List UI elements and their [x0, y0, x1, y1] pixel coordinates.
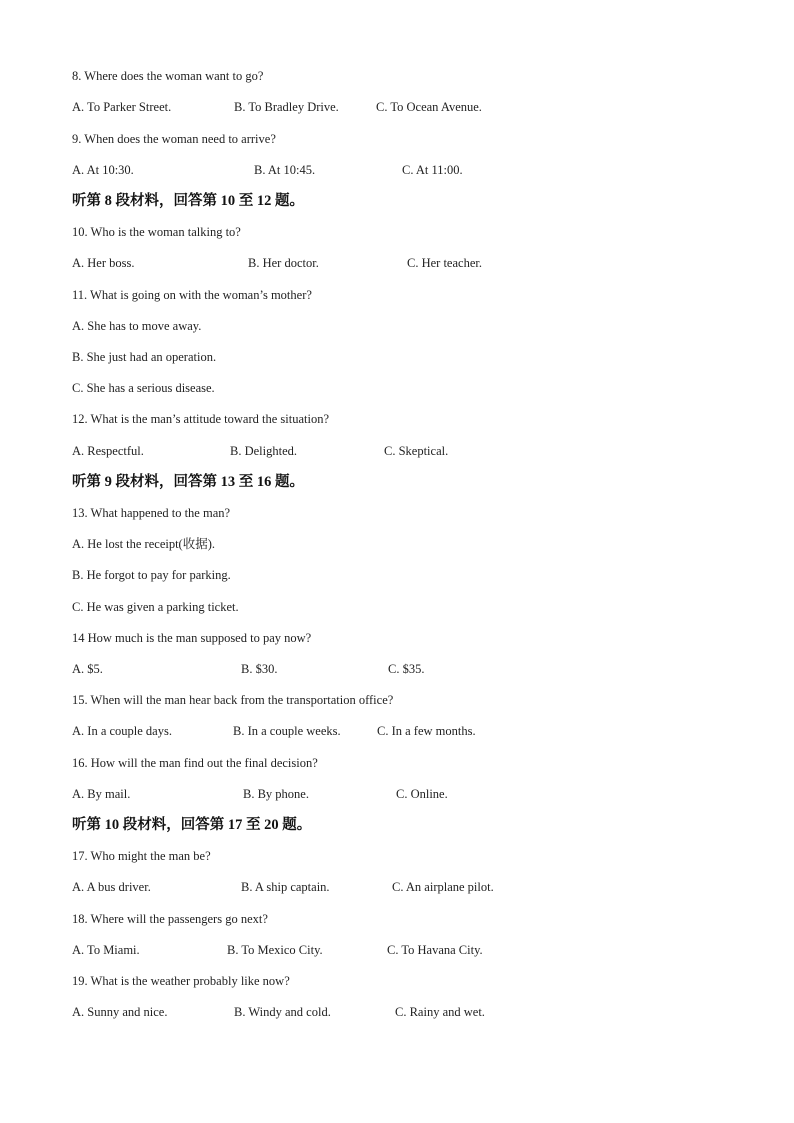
option-10a: A. Her boss. [72, 256, 135, 270]
option-19a: A. Sunny and nice. [72, 1005, 168, 1019]
question-17: 17. Who might the man be? [72, 849, 211, 863]
option-12b: B. Delighted. [230, 444, 298, 458]
question-8: 8. Where does the woman want to go? [72, 69, 264, 83]
option-9b: B. At 10:45. [254, 163, 316, 177]
question-19: 19. What is the weather probably like now? [72, 974, 290, 988]
option-9a: A. At 10:30. [72, 163, 134, 177]
option-12c: C. Skeptical. [384, 444, 449, 458]
option-15a: A. In a couple days. [72, 724, 172, 738]
option-8a: A. To Parker Street. [72, 100, 172, 114]
question-18: 18. Where will the passengers go next? [72, 912, 268, 926]
question-16: 16. How will the man find out the final decision? [72, 756, 318, 770]
option-11b: B. She just had an operation. [72, 350, 217, 364]
option-17a: A. A bus driver. [72, 880, 151, 894]
option-17c: C. An airplane pilot. [392, 880, 494, 894]
question-10: 10. Who is the woman talking to? [72, 225, 241, 239]
option-18a: A. To Miami. [72, 943, 140, 957]
option-8b: B. To Bradley Drive. [234, 100, 339, 114]
question-11: 11. What is going on with the woman’s mother? [72, 288, 312, 302]
option-10b: B. Her doctor. [248, 256, 319, 270]
section-heading-9: 听第 9 段材料，回答第 13 至 16 题。 [72, 474, 304, 490]
option-16a: A. By mail. [72, 787, 131, 801]
question-13: 13. What happened to the man? [72, 506, 231, 520]
option-14c: C. $35. [388, 662, 425, 676]
option-11c: C. She has a serious disease. [72, 381, 215, 395]
option-14b: B. $30. [241, 662, 278, 676]
option-12a: A. Respectful. [72, 444, 144, 458]
question-9: 9. When does the woman need to arrive? [72, 132, 276, 146]
question-12: 12. What is the man’s attitude toward the situation? [72, 412, 330, 426]
section-heading-8: 听第 8 段材料，回答第 10 至 12 题。 [72, 193, 304, 209]
option-18c: C. To Havana City. [387, 943, 483, 957]
option-15c: C. In a few months. [377, 724, 476, 738]
option-13a: A. He lost the receipt(收据). [72, 537, 216, 551]
option-17b: B. A ship captain. [241, 880, 330, 894]
option-11a: A. She has to move away. [72, 319, 202, 333]
section-heading-10: 听第 10 段材料，回答第 17 至 20 题。 [72, 817, 312, 833]
question-15: 15. When will the man hear back from the transportation office? [72, 693, 394, 707]
question-14: 14 How much is the man supposed to pay now? [72, 631, 312, 645]
option-13b: B. He forgot to pay for parking. [72, 568, 231, 582]
option-19b: B. Windy and cold. [234, 1005, 331, 1019]
option-9c: C. At 11:00. [402, 163, 463, 177]
option-19c: C. Rainy and wet. [395, 1005, 485, 1019]
option-18b: B. To Mexico City. [227, 943, 323, 957]
option-10c: C. Her teacher. [407, 256, 482, 270]
option-16c: C. Online. [396, 787, 448, 801]
option-16b: B. By phone. [243, 787, 309, 801]
option-8c: C. To Ocean Avenue. [376, 100, 482, 114]
option-15b: B. In a couple weeks. [233, 724, 341, 738]
option-13c: C. He was given a parking ticket. [72, 600, 239, 614]
option-14a: A. $5. [72, 662, 103, 676]
